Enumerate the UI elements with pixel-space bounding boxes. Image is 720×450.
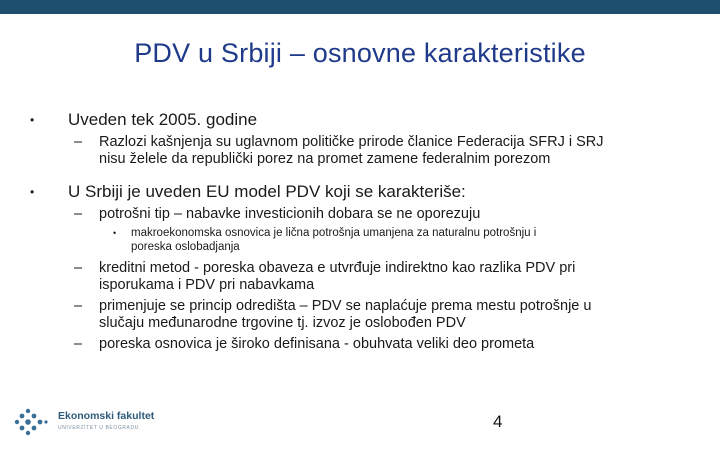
logo-subtitle: UNIVERZITET U BEOGRADU bbox=[58, 425, 139, 431]
bullet-marker: • bbox=[30, 113, 35, 127]
bullet-1 bbox=[30, 110, 690, 130]
sub-line-2: slučaju međunarodne trgovine tj. izvoz je oslobođen PDV bbox=[99, 315, 466, 331]
page-number: 4 bbox=[493, 412, 503, 431]
bullet-2-sub-1-detail bbox=[113, 226, 713, 254]
bullet-1-sub-1 bbox=[74, 134, 704, 168]
bullet-marker: • bbox=[30, 185, 35, 199]
sub-line-1: kreditni metod - poreska obaveza e utvrđuje indirektno kao razlika PDV pri bbox=[99, 260, 576, 276]
detail-line-2: poreska oslobadjanja bbox=[131, 241, 240, 253]
sub-line-2: nisu želele da republički porez na promet zamene federalnim porezom bbox=[99, 151, 551, 167]
sub-line-2: isporukama i PDV pri nabavkama bbox=[99, 277, 315, 293]
slide-title: PDV u Srbiji – osnovne karakteristike bbox=[134, 38, 586, 68]
small-bullet-marker: • bbox=[113, 228, 117, 238]
dash-marker: – bbox=[74, 134, 83, 150]
bullet-2-sub-3 bbox=[74, 298, 704, 332]
dash-marker: – bbox=[74, 206, 83, 222]
bullet-2-text: U Srbiji je uveden EU model PDV koji se karakteriše: bbox=[68, 182, 466, 201]
top-bar bbox=[0, 0, 720, 14]
dash-marker: – bbox=[74, 298, 83, 314]
logo-dots-icon bbox=[14, 408, 54, 436]
sub-line-1: primenjuje se princip odredišta – PDV se naplaćuje prema mestu potrošnje u bbox=[99, 298, 592, 314]
bullet-2-sub-2 bbox=[74, 260, 704, 294]
detail-line-1: makroekonomska osnovica je lična potrošnja umanjena za naturalnu potrošnju i bbox=[131, 227, 537, 239]
sub-line-1: Razlozi kašnjenja su uglavnom političke prirode članice Federacija SFRJ i SRJ bbox=[99, 134, 604, 150]
dash-marker: – bbox=[74, 260, 83, 276]
sub-text: potrošni tip – nabavke investicionih dobara se ne oporezuju bbox=[99, 206, 481, 222]
logo-name: Ekonomski fakultet bbox=[58, 410, 155, 422]
bullet-1-text: Uveden tek 2005. godine bbox=[68, 110, 258, 129]
bullet-2-sub-1 bbox=[74, 206, 704, 223]
dash-marker: – bbox=[74, 336, 83, 352]
sub-text: poreska osnovica je široko definisana - obuhvata veliki deo prometa bbox=[99, 336, 535, 352]
faculty-logo bbox=[14, 408, 174, 436]
bullet-2-sub-4 bbox=[74, 336, 704, 353]
bullet-2 bbox=[30, 182, 690, 202]
